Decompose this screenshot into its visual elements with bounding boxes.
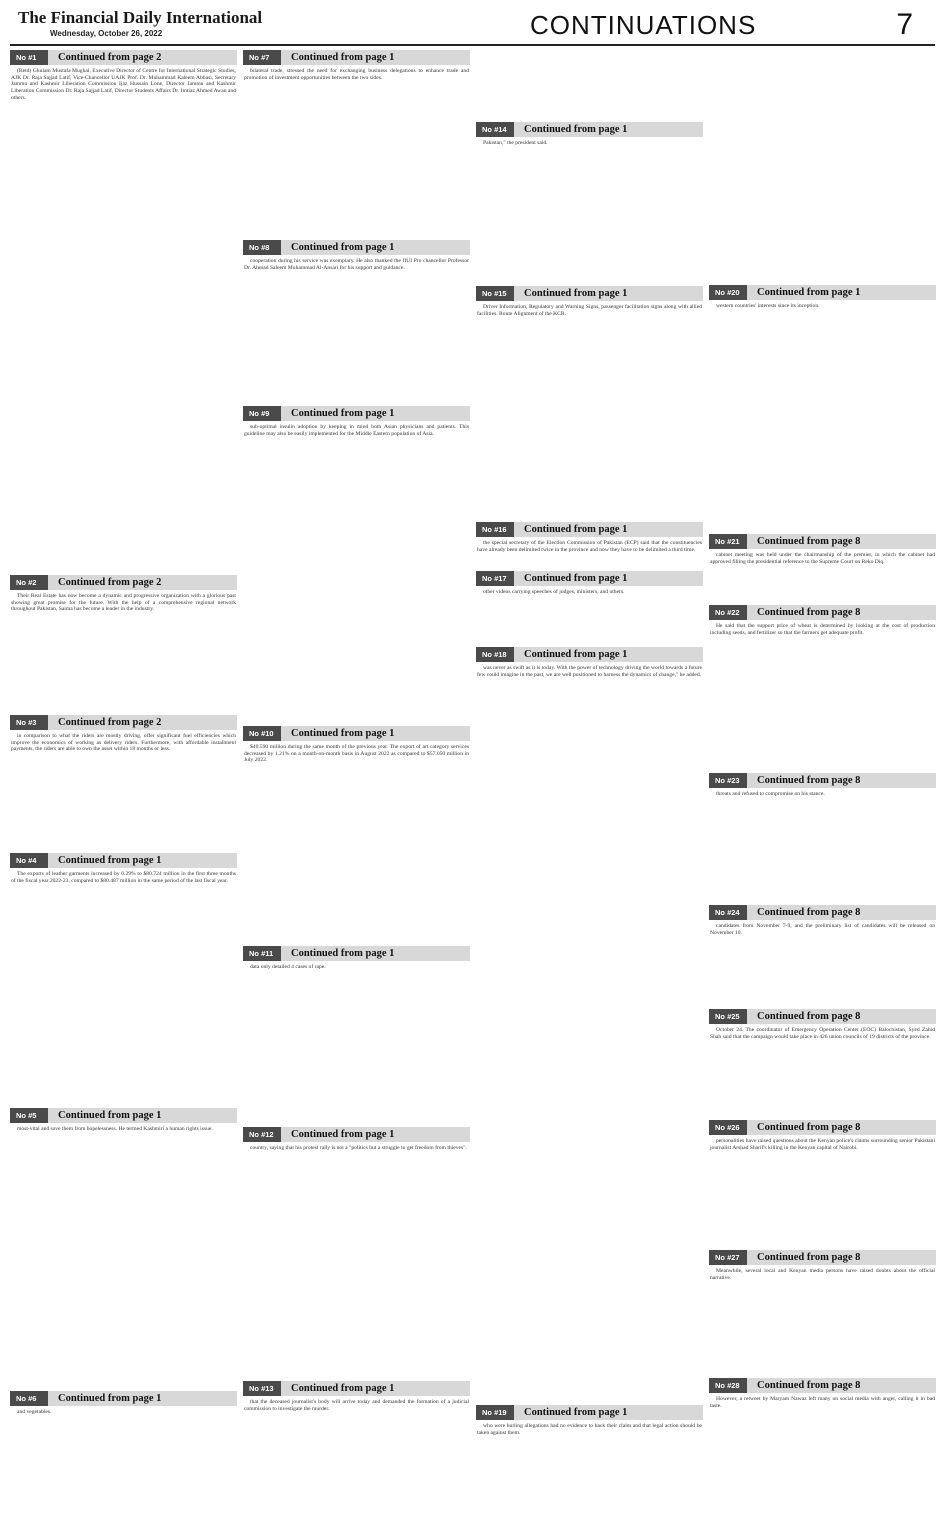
continued-heading: Continued from page 1 (514, 286, 703, 301)
article-number-tag: No #12 (243, 1127, 281, 1142)
article-number-tag: No #14 (476, 122, 514, 137)
article-number-tag: No #24 (709, 905, 747, 920)
article-lead: The exports of leather garments increased by 0.29% to $80.724 million in the first three months of the fiscal year 2022-23, compared to $80.487 million in the same period of the last fiscal year. (11, 871, 236, 884)
article-lead: October 24. The coordinator of Emergency Operation Center (EOC) Balochistan, Syed Zahid Shah said that the campaign would take place in 426 union councils of 19 districts of the province. (710, 1027, 935, 1040)
article-lead: candidates from November 7-9, and the preliminary list of candidates will be released on November 10. (710, 923, 935, 936)
article-body (10, 871, 237, 884)
article-number-tag: No #18 (476, 647, 514, 662)
article-no-19 (476, 1405, 703, 1523)
article-no-15 (476, 286, 703, 554)
article-number-tag: No #17 (476, 571, 514, 586)
article-no-11 (243, 946, 470, 1124)
continued-heading: Continued from page 2 (48, 575, 237, 590)
article-body (10, 1126, 237, 1133)
article-body (709, 791, 936, 798)
article-lead: and vegetables. (17, 1409, 52, 1415)
continued-heading: Continued from page 1 (281, 946, 470, 961)
article-body (10, 593, 237, 613)
article-body (243, 424, 470, 437)
article-number-tag: No #21 (709, 534, 747, 549)
continued-heading: Continued from page 8 (747, 773, 936, 788)
article-no-24 (709, 905, 936, 1005)
continued-heading: Continued from page 1 (281, 1381, 470, 1396)
continued-heading: Continued from page 8 (747, 905, 936, 920)
article-no-8 (243, 240, 470, 405)
continued-heading: Continued from page 8 (747, 1378, 936, 1393)
article-body (243, 1399, 470, 1412)
article-lead: Meanwhile, several local and Kenyan media persons have raised doubts about the official narrative. (710, 1268, 935, 1281)
article-number-tag: No #1 (10, 50, 48, 65)
continued-heading: Continued from page 1 (514, 571, 703, 586)
article-no-1 (10, 50, 237, 570)
article-body (243, 1145, 470, 1152)
article-number-tag: No #5 (10, 1108, 48, 1123)
continued-heading: Continued from page 1 (48, 1391, 237, 1406)
article-number-tag: No #15 (476, 286, 514, 301)
article-lead: that the deceased journalist's body will arrive today and demanded the formation of a judicial commission to investigate the murder. (244, 1399, 469, 1412)
article-lead: cabinet meeting was held under the chairmanship of the premier, in which the cabinet had approved filling the presidential reference to the Supreme Court on Reko Diq. (710, 552, 935, 565)
article-number-tag: No #27 (709, 1250, 747, 1265)
article-body (709, 1027, 936, 1040)
article-lead: $40.590 million during the same month of the previous year. The export of art category services decreased by 1.21% on a month-on-month basis in August 2022 as compared to $57.050 million in July 2022. (244, 744, 469, 764)
issue-date: Wednesday, October 26, 2022 (50, 29, 163, 38)
article-body (476, 540, 703, 553)
continued-heading: Continued from page 1 (281, 240, 470, 255)
paper-name: The Financial Daily International (18, 8, 263, 27)
article-number-tag: No #22 (709, 605, 747, 620)
article-number-tag: No #8 (243, 240, 281, 255)
article-no-28 (709, 1378, 936, 1523)
article-number-tag: No #28 (709, 1378, 747, 1393)
article-number-tag: No #4 (10, 853, 48, 868)
article-number-tag: No #6 (10, 1391, 48, 1406)
article-number-tag: No #7 (243, 50, 281, 65)
article-number-tag: No #16 (476, 522, 514, 537)
column-1 (10, 50, 237, 1525)
article-no-5 (10, 1108, 237, 1388)
article-no-7 (243, 50, 470, 235)
masthead (10, 8, 935, 46)
column-4 (709, 50, 936, 1525)
article-no-9 (243, 406, 470, 724)
article-lead: Pakistan," the president said. (483, 140, 548, 146)
column-3 (476, 50, 703, 1525)
article-number-tag: No #2 (10, 575, 48, 590)
article-no-10 (243, 726, 470, 930)
article-number-tag: No #23 (709, 773, 747, 788)
article-lead: However, a retweet by Maryam Nawaz left many on social media with anger, calling it in bad taste. (710, 1396, 935, 1409)
article-lead: threats and refused to compromise on his stance. (716, 791, 825, 797)
continued-heading: Continued from page 8 (747, 1009, 936, 1024)
article-no-4 (10, 853, 237, 1103)
article-body (476, 589, 703, 596)
continued-heading: Continued from page 1 (514, 122, 703, 137)
article-no-2 (10, 575, 237, 707)
article-no-21 (709, 534, 936, 599)
continued-heading: Continued from page 2 (48, 715, 237, 730)
continued-heading: Continued from page 8 (747, 605, 936, 620)
article-lead: most-vital and save them from hopelessness. He termed Kashmiri a human rights issue. (17, 1126, 213, 1132)
article-lead: He said that the support price of wheat is determined by looking at the cost of production including seeds, and fertilizer so that the farmers get adequate profit. (710, 623, 935, 636)
article-number-tag: No #3 (10, 715, 48, 730)
article-lead: in comparison to what the riders are mostly driving, offer significant fuel efficiencies which improve the economics of working as delivery riders. Furthermore, with affordable installment payments, the riders are able to own the asset within 18 months or less. (11, 733, 236, 753)
article-no-27 (709, 1250, 936, 1374)
article-number-tag: No #10 (243, 726, 281, 741)
article-lead: sub-optimal insulin adoption by keeping in mind both Asian physicians and patients. This guideline may also be easily implemented for the Middle Eastern population of Asia. (244, 424, 469, 437)
article-body (243, 964, 470, 971)
article-body (709, 1268, 936, 1281)
continued-heading: Continued from page 8 (747, 534, 936, 549)
article-number-tag: No #9 (243, 406, 281, 421)
article-body (243, 744, 470, 764)
article-body (709, 1138, 936, 1151)
article-no-18 (476, 647, 703, 1402)
article-body (10, 733, 237, 753)
article-lead: bilateral trade, stressed the need for exchanging business delegations to enhance trade and promotion of investment opportunities between the two sides. (244, 68, 469, 81)
article-number-tag: No #26 (709, 1120, 747, 1135)
article-lead: Their Real Estate has now become a dynamic and progressive organization with a glorious past showing great promise for the future. With the help of a comprehensive regional network throughout Pakistan, Saima has become a leader in the industry. (11, 593, 236, 613)
article-body (709, 923, 936, 936)
article-lead: personalities have raised questions about the Kenyan police's claims surrounding senior Pakistani journalist Arshad Sharif's killing in the Kenyan capital of Nairobi. (710, 1138, 935, 1151)
article-lead: was never as swift as it is today. With the power of technology driving the world towards a future few could imagine in the past, we are well positioned to harness the dynamics of change," he added. (477, 665, 702, 678)
article-body (476, 304, 703, 317)
article-no-16 (476, 522, 703, 567)
article-no-22 (709, 605, 936, 770)
continued-heading: Continued from page 1 (281, 406, 470, 421)
article-number-tag: No #19 (476, 1405, 514, 1420)
article-no-20 (709, 285, 936, 525)
article-lead: who were hurling allegations had no evidence to back their claim and that legal action should be taken against them. (477, 1423, 702, 1436)
article-body (243, 68, 470, 81)
continued-heading: Continued from page 1 (514, 522, 703, 537)
article-lead: Driver Information, Regulatory and Warning Signs, passenger facilitation signs along with allied facilities. Route Alignment of the KCR. (477, 304, 702, 317)
article-lead: data only detailed 4 cases of rape. (250, 964, 326, 970)
article-body (243, 258, 470, 271)
article-body (476, 665, 703, 678)
page-number: 7 (896, 8, 913, 41)
article-lead: other videos carrying speeches of judges, ministers, and others. (483, 589, 625, 595)
article-lead: cooperation during his service was exemplary. He also thanked the IIUI Pro chancellor Professor Dr. Ahmad Saleem Muhammad Al-Ansari for his support and guidance. (244, 258, 469, 271)
article-body (709, 552, 936, 565)
article-lead: country, saying that his protest rally is not a "politics but a struggle to get freedom from thieves". (250, 1145, 467, 1151)
continued-heading: Continued from page 1 (48, 1108, 237, 1123)
section-title: CONTINUATIONS (530, 10, 757, 40)
continued-heading: Continued from page 1 (514, 647, 703, 662)
article-number-tag: No #25 (709, 1009, 747, 1024)
article-body (476, 1423, 703, 1436)
article-body (709, 303, 936, 310)
article-number-tag: No #20 (709, 285, 747, 300)
masthead-rule (10, 44, 935, 46)
article-lead: western countries' interests since its inception. (716, 303, 820, 309)
continued-heading: Continued from page 1 (281, 726, 470, 741)
article-no-6 (10, 1391, 237, 1523)
continued-heading: Continued from page 1 (281, 1127, 470, 1142)
article-no-17 (476, 571, 703, 641)
continued-heading: Continued from page 1 (514, 1405, 703, 1420)
article-body (10, 68, 237, 102)
continued-heading: Continued from page 2 (48, 50, 237, 65)
continued-heading: Continued from page 1 (48, 853, 237, 868)
article-body (476, 140, 703, 147)
article-no-23 (709, 773, 936, 893)
article-number-tag: No #11 (243, 946, 281, 961)
article-no-3 (10, 715, 237, 847)
article-lead: (Retd) Ghulam Mustafa Mughal, Executive Director of Centre for International Strategic Studies, AJK Dr. Raja Sajjad Latif, Vice-Chancellor UAJK Prof. Dr. Muhammad Kaleem Abbasi, Secretary Jammu and Kashmir Liberation Commission Ijaz Hussain Lone, Director Jammu and Kashmir Liberation Commission Dr. Raja Sajjad Latif, Director Students Affairs Dr. Imtiaz Ahmed Awan and others. (11, 68, 236, 101)
article-number-tag: No #13 (243, 1381, 281, 1396)
continued-heading: Continued from page 8 (747, 1250, 936, 1265)
article-body (10, 1409, 237, 1416)
article-lead: the special secretary of the Election Commission of Pakistan (ECP) said that the constituencies have already been delimited twice in the province and now they have to be delimited a third time. (477, 540, 702, 553)
column-2 (243, 50, 470, 1525)
continued-heading: Continued from page 1 (281, 50, 470, 65)
article-no-13 (243, 1381, 470, 1523)
article-no-26 (709, 1120, 936, 1250)
article-body (709, 1396, 936, 1409)
continued-heading: Continued from page 1 (747, 285, 936, 300)
article-body (709, 623, 936, 636)
continued-heading: Continued from page 8 (747, 1120, 936, 1135)
